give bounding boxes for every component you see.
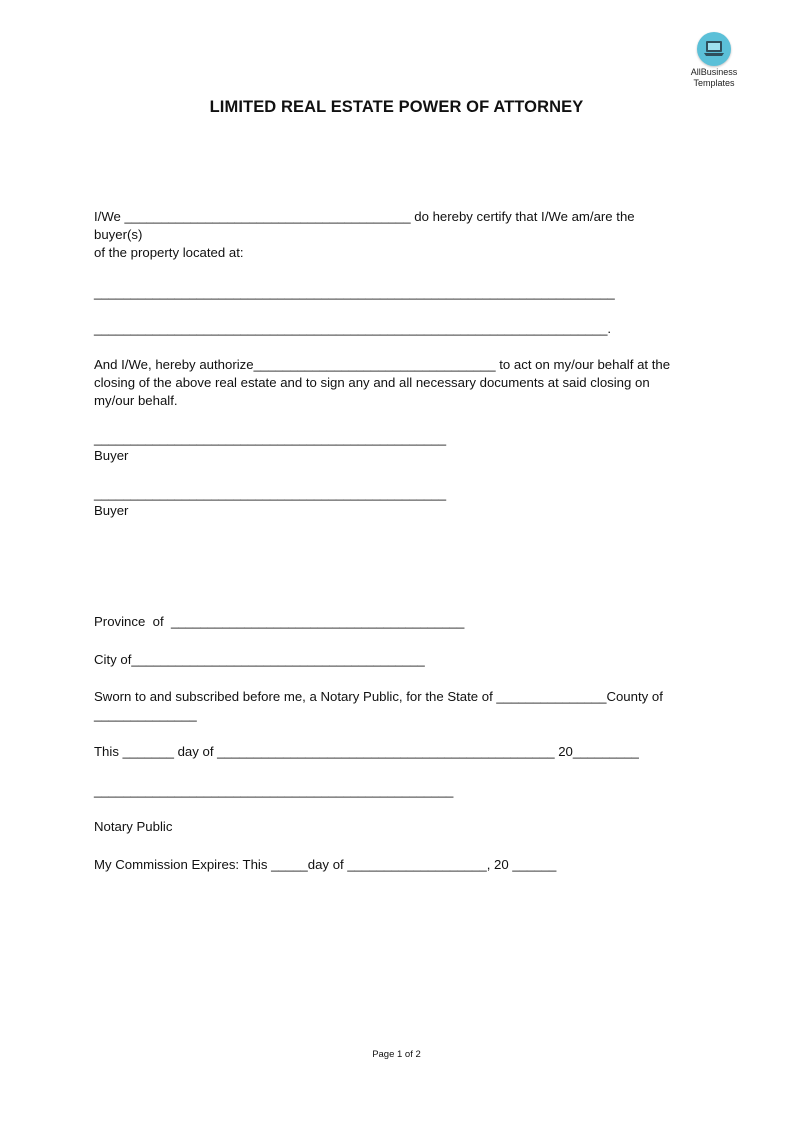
property-label: of the property located at:	[94, 245, 244, 260]
buyer-label-1: Buyer	[94, 448, 129, 463]
province-line: Province of ________________________________________	[94, 614, 465, 629]
date-line: This _______ day of ______________________________________________ 20_________	[94, 744, 639, 759]
address-line-2: ______________________________________________________________________.	[94, 321, 612, 336]
certify-continuation: buyer(s)	[94, 227, 143, 242]
certify-line: I/We _______________________________________ do hereby certify that I/We am/are the	[94, 209, 635, 224]
authorize-line-2: closing of the above real estate and to sign any and all necessary documents at said closing on	[94, 375, 650, 390]
brand-logo[interactable]	[682, 32, 746, 88]
buyer-signature-line-1: ________________________________________________	[94, 431, 447, 446]
logo-text-line1: AllBusiness	[690, 67, 738, 77]
notary-signature-line: _________________________________________________	[94, 783, 454, 798]
notary-public-label: Notary Public	[94, 819, 173, 834]
city-line: City of________________________________________	[94, 652, 425, 667]
sworn-line-2: ______________	[94, 707, 197, 722]
document-title: LIMITED REAL ESTATE POWER OF ATTORNEY	[209, 98, 584, 116]
authorize-line-1: And I/We, hereby authorize_________________________________ to act on my/our behalf at the	[94, 357, 671, 372]
logo-text-line2: Templates	[693, 78, 735, 88]
authorize-line-3: my/our behalf.	[94, 393, 178, 408]
buyer-label-2: Buyer	[94, 503, 129, 518]
page-number: Page 1 of 2	[372, 1049, 421, 1060]
sworn-line-1: Sworn to and subscribed before me, a Notary Public, for the State of _______________County of	[94, 689, 663, 704]
address-line-1: _______________________________________________________________________	[94, 285, 615, 300]
laptop-icon	[697, 32, 731, 66]
commission-expires-line: My Commission Expires: This _____day of ___________________, 20 ______	[94, 857, 557, 872]
buyer-signature-line-2: ________________________________________________	[94, 486, 447, 501]
